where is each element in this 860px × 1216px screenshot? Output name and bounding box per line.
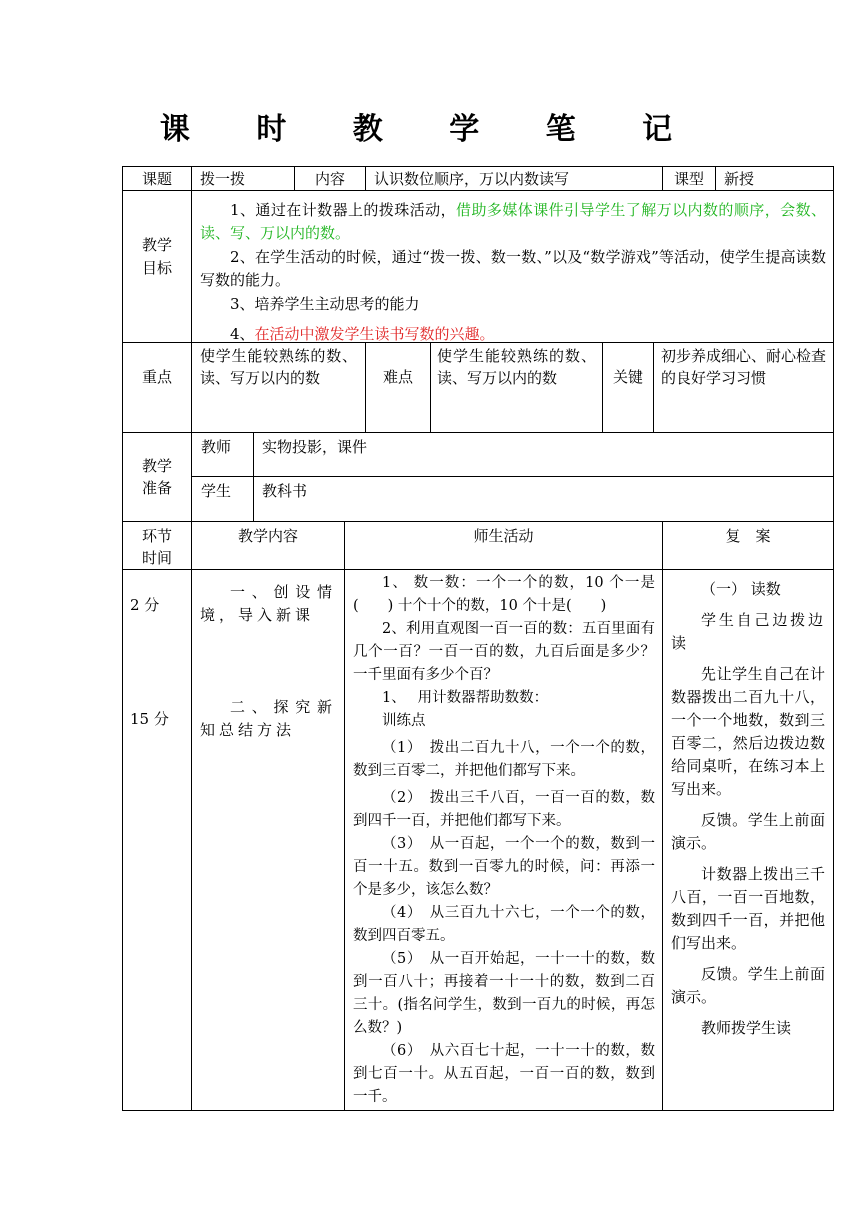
topic-value: 拨一拨	[200, 170, 246, 188]
key-label: 重点	[141, 368, 172, 386]
teaching-content-cell	[191, 569, 345, 1111]
content-label-cell	[294, 166, 366, 191]
crux-label: 关键	[612, 368, 643, 386]
topic-label: 课题	[141, 170, 172, 188]
crux-value: 初步养成细心、耐心检查的良好学习习惯	[661, 347, 827, 387]
student-value-cell	[253, 476, 834, 522]
activity-item: （3） 从一百起，一个一个的数，数到一百一十五。数到一百零九的时候，问：再添一个是多少，该怎么数？	[353, 836, 655, 898]
content-header: 教学内容	[237, 527, 298, 545]
stage-header-1: 环节	[141, 527, 172, 545]
activity-list	[353, 572, 655, 1109]
review-item: （一） 读数	[701, 580, 781, 598]
difficulty-label-cell	[365, 342, 431, 433]
topic-label-cell	[122, 166, 192, 191]
activity-cell	[344, 569, 663, 1111]
time-cell	[122, 569, 192, 1111]
review-item: 学生自己边拨边读	[671, 611, 825, 652]
review-item: 教师拨学生读	[701, 1019, 792, 1037]
goal-4-text: 4、	[230, 325, 255, 343]
teacher-value: 实物投影，课件	[262, 438, 368, 456]
type-value: 新授	[724, 170, 755, 188]
goals-label-2: 目标	[141, 259, 172, 277]
prep-label-2: 准备	[141, 479, 172, 497]
teacher-label-cell	[191, 432, 254, 477]
type-label-cell	[662, 166, 716, 191]
student-label: 学生	[201, 482, 232, 500]
crux-value-cell	[653, 342, 834, 433]
difficulty-value-cell	[430, 342, 603, 433]
activity-header-cell	[344, 521, 663, 570]
activity-header: 师生活动	[473, 527, 534, 545]
goals-label-cell	[122, 190, 192, 343]
student-label-cell	[191, 476, 254, 522]
review-item: 计数器上拨出三千八百，一百一百地数，数到四千一百，并把他们写出来。	[671, 865, 825, 952]
difficulty-value: 使学生能较熟练的数、读、写万以内的数	[437, 347, 596, 387]
difficulty-label: 难点	[382, 368, 413, 386]
time-1: 2 分	[130, 596, 160, 614]
review-item: 反馈。学生上前面演示。	[671, 965, 825, 1006]
page-title: 课 时 教 学 笔 记	[159, 112, 701, 147]
review-item: 先让学生自己在计数器拨出二百九十八，一个一个地数，数到三百零二，然后边拨边数给同桌听，在练习本上写出来。	[671, 665, 825, 798]
key-value-cell	[191, 342, 366, 433]
goal-2: 2、在学生活动的时候，通过“拨一拨、数一数、”以及“数学游戏”等活动，使学生提高读数写数的能力。	[200, 248, 826, 289]
content-value-cell	[365, 166, 663, 191]
stage-header-2: 时间	[141, 549, 172, 567]
activity-item: 训练点	[382, 713, 426, 729]
crux-label-cell	[602, 342, 654, 433]
goal-3: 3、培养学生主动思考的能力	[230, 295, 420, 313]
activity-item: （4） 从三百九十六七，一个一个的数，数到四百零五。	[353, 905, 655, 944]
activity-item: 1、 用计数器帮助数数：	[382, 690, 549, 706]
type-label: 课型	[673, 170, 704, 188]
goals-content-cell	[191, 190, 834, 343]
prep-label-1: 教学	[141, 457, 172, 475]
content-header-cell	[191, 521, 345, 570]
content-value: 认识数位顺序，万以内数读写	[374, 170, 570, 188]
goal-4-highlight: 在活动中激发学生读书写数的兴趣。	[254, 325, 495, 343]
teacher-label: 教师	[201, 438, 232, 456]
time-2: 15 分	[130, 710, 169, 728]
review-item: 反馈。学生上前面演示。	[671, 811, 825, 852]
student-value: 教科书	[262, 482, 308, 500]
content-label: 内容	[314, 170, 345, 188]
teacher-value-cell	[253, 432, 834, 477]
activity-item: 1、 数一数：一个一个的数，10 个一是( ) 十个十个的数，10 个十是( )	[353, 575, 655, 614]
review-header: 复 案	[725, 527, 771, 545]
activity-item: （2） 拨出三千八百，一百一百的数，数到四千一百，并把他们都写下来。	[353, 790, 655, 829]
content-step-1: 一、创设情境，导入新课	[200, 583, 336, 624]
review-cell	[662, 569, 834, 1111]
review-list	[671, 578, 825, 1040]
key-label-cell	[122, 342, 192, 433]
goal-4	[200, 323, 826, 343]
goals-label-1: 教学	[141, 236, 172, 254]
key-value: 使学生能较熟练的数、读、写万以内的数	[200, 347, 357, 387]
goal-1	[200, 199, 826, 245]
review-header-cell	[662, 521, 834, 570]
activity-item: 2、利用直观图一百一百的数：五百里面有几个一百？一百一百的数，九百后面是多少？一千里面有多少个百？	[353, 621, 655, 683]
stage-header-cell	[122, 521, 192, 570]
activity-item: （5） 从一百开始起，一十一十的数，数到一百八十；再接着一十一十的数，数到二百三十。(指名问学生，数到一百九的时候，再怎么数？)	[353, 951, 655, 1036]
content-step-2: 二、探究新知总结方法	[200, 698, 336, 739]
goals-text	[200, 199, 826, 343]
type-value-cell	[715, 166, 834, 191]
activity-item: （6） 从六百七十起，一十一十的数，数到七百一十。从五百起，一百一百的数，数到一千。	[353, 1043, 655, 1105]
activity-item: （1） 拨出二百九十八，一个一个的数，数到三百零二，并把他们都写下来。	[353, 740, 655, 779]
prep-label-cell	[122, 432, 192, 522]
goal-1-text: 1、通过在计数器上的拨珠活动，	[230, 201, 457, 219]
goal-1-highlight: 借助多媒体课件引导学生了解万以内数的顺序，会数、读、写、万以内的数。	[200, 201, 826, 242]
topic-value-cell	[191, 166, 295, 191]
